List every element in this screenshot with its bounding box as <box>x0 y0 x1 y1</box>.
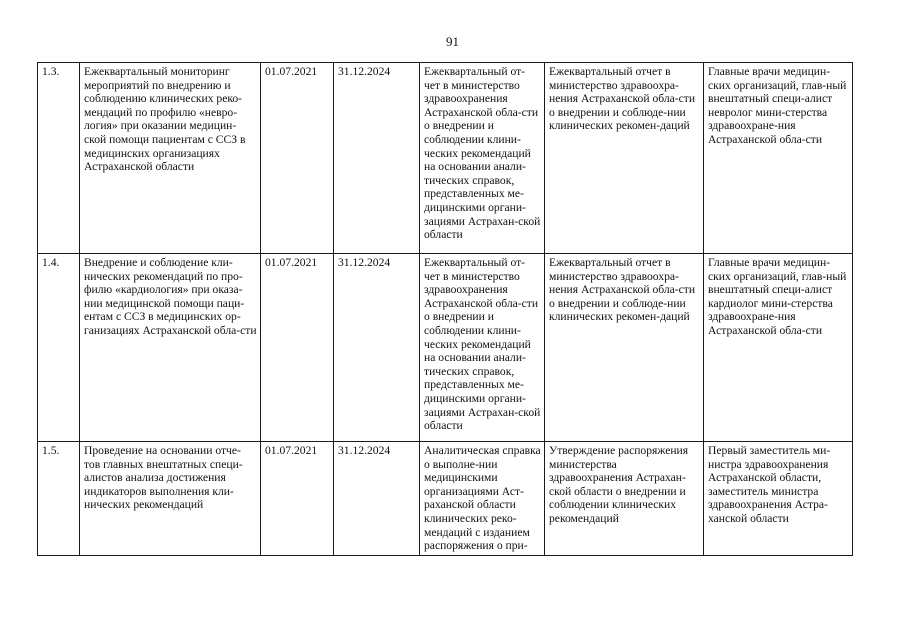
expected-result: Аналитическая справка о выполне-нии медицинскими организациями Аст-раханской области клинических реко-мендаций с изданием распоряжения о при- <box>420 442 545 556</box>
table-row <box>38 63 853 254</box>
measure-description: Ежеквартальный мониторинг мероприятий по внедрению и соблюдению клинических реко-мендаций по профилю «невро-логия» при оказании медицин-ской помощи пациентам с ССЗ в медицинских организациях Астраханской области <box>80 63 261 254</box>
row-number: 1.4. <box>38 254 80 442</box>
responsible-person: Первый заместитель ми-нистра здравоохранения Астраханской области, заместитель министра здравоохранения Астра-ханской области <box>704 442 853 556</box>
page-number: 91 <box>446 34 459 49</box>
expected-result: Ежеквартальный от-чет в министерство здравоохранения Астраханской обла-сти о внедрении и соблюдении клини-ческих рекомендаций на основании анали-тических справок, представленных ме-дицинскими органи-зациями Астрахан-ской области <box>420 254 545 442</box>
end-date: 31.12.2024 <box>334 442 420 556</box>
control-indicator: Утверждение распоряжения министерства здравоохранения Астрахан-ской области о внедрении и соблюдении клинических рекомендаций <box>545 442 704 556</box>
end-date: 31.12.2024 <box>334 254 420 442</box>
control-indicator: Ежеквартальный отчет в министерство здравоохра-нения Астраханской обла-сти о внедрении и соблюде-нии клинических рекомен-даций <box>545 63 704 254</box>
start-date: 01.07.2021 <box>261 442 334 556</box>
expected-result: Ежеквартальный от-чет в министерство здравоохранения Астраханской обла-сти о внедрении и соблюдении клини-ческих рекомендаций на основании анали-тических справок, представленных ме-дицинскими органи-зациями Астрахан-ской области <box>420 63 545 254</box>
row-number: 1.5. <box>38 442 80 556</box>
start-date: 01.07.2021 <box>261 254 334 442</box>
end-date: 31.12.2024 <box>334 63 420 254</box>
measure-description: Внедрение и соблюдение кли-нических рекомендаций по про-филю «кардиология» при оказа-нии медицинской помощи паци-ентам с ССЗ в медицинских ор-ганизациях Астраханской обла-сти <box>80 254 261 442</box>
row-number: 1.3. <box>38 63 80 254</box>
action-plan-table <box>37 62 853 556</box>
responsible-person: Главные врачи медицин-ских организаций, глав-ный внештатный специ-алист невролог мини-стерства здравоохране-ния Астраханской обла-сти <box>704 63 853 254</box>
responsible-person: Главные врачи медицин-ских организаций, глав-ный внештатный специ-алист кардиолог мини-стерства здравоохране-ния Астраханской обла-сти <box>704 254 853 442</box>
start-date: 01.07.2021 <box>261 63 334 254</box>
table-row <box>38 254 853 442</box>
measure-description: Проведение на основании отче-тов главных внештатных специ-алистов анализа достижения индикаторов выполнения кли-нических рекомендаций <box>80 442 261 556</box>
table-row <box>38 442 853 556</box>
control-indicator: Ежеквартальный отчет в министерство здравоохра-нения Астраханской обла-сти о внедрении и соблюде-нии клинических рекомен-даций <box>545 254 704 442</box>
